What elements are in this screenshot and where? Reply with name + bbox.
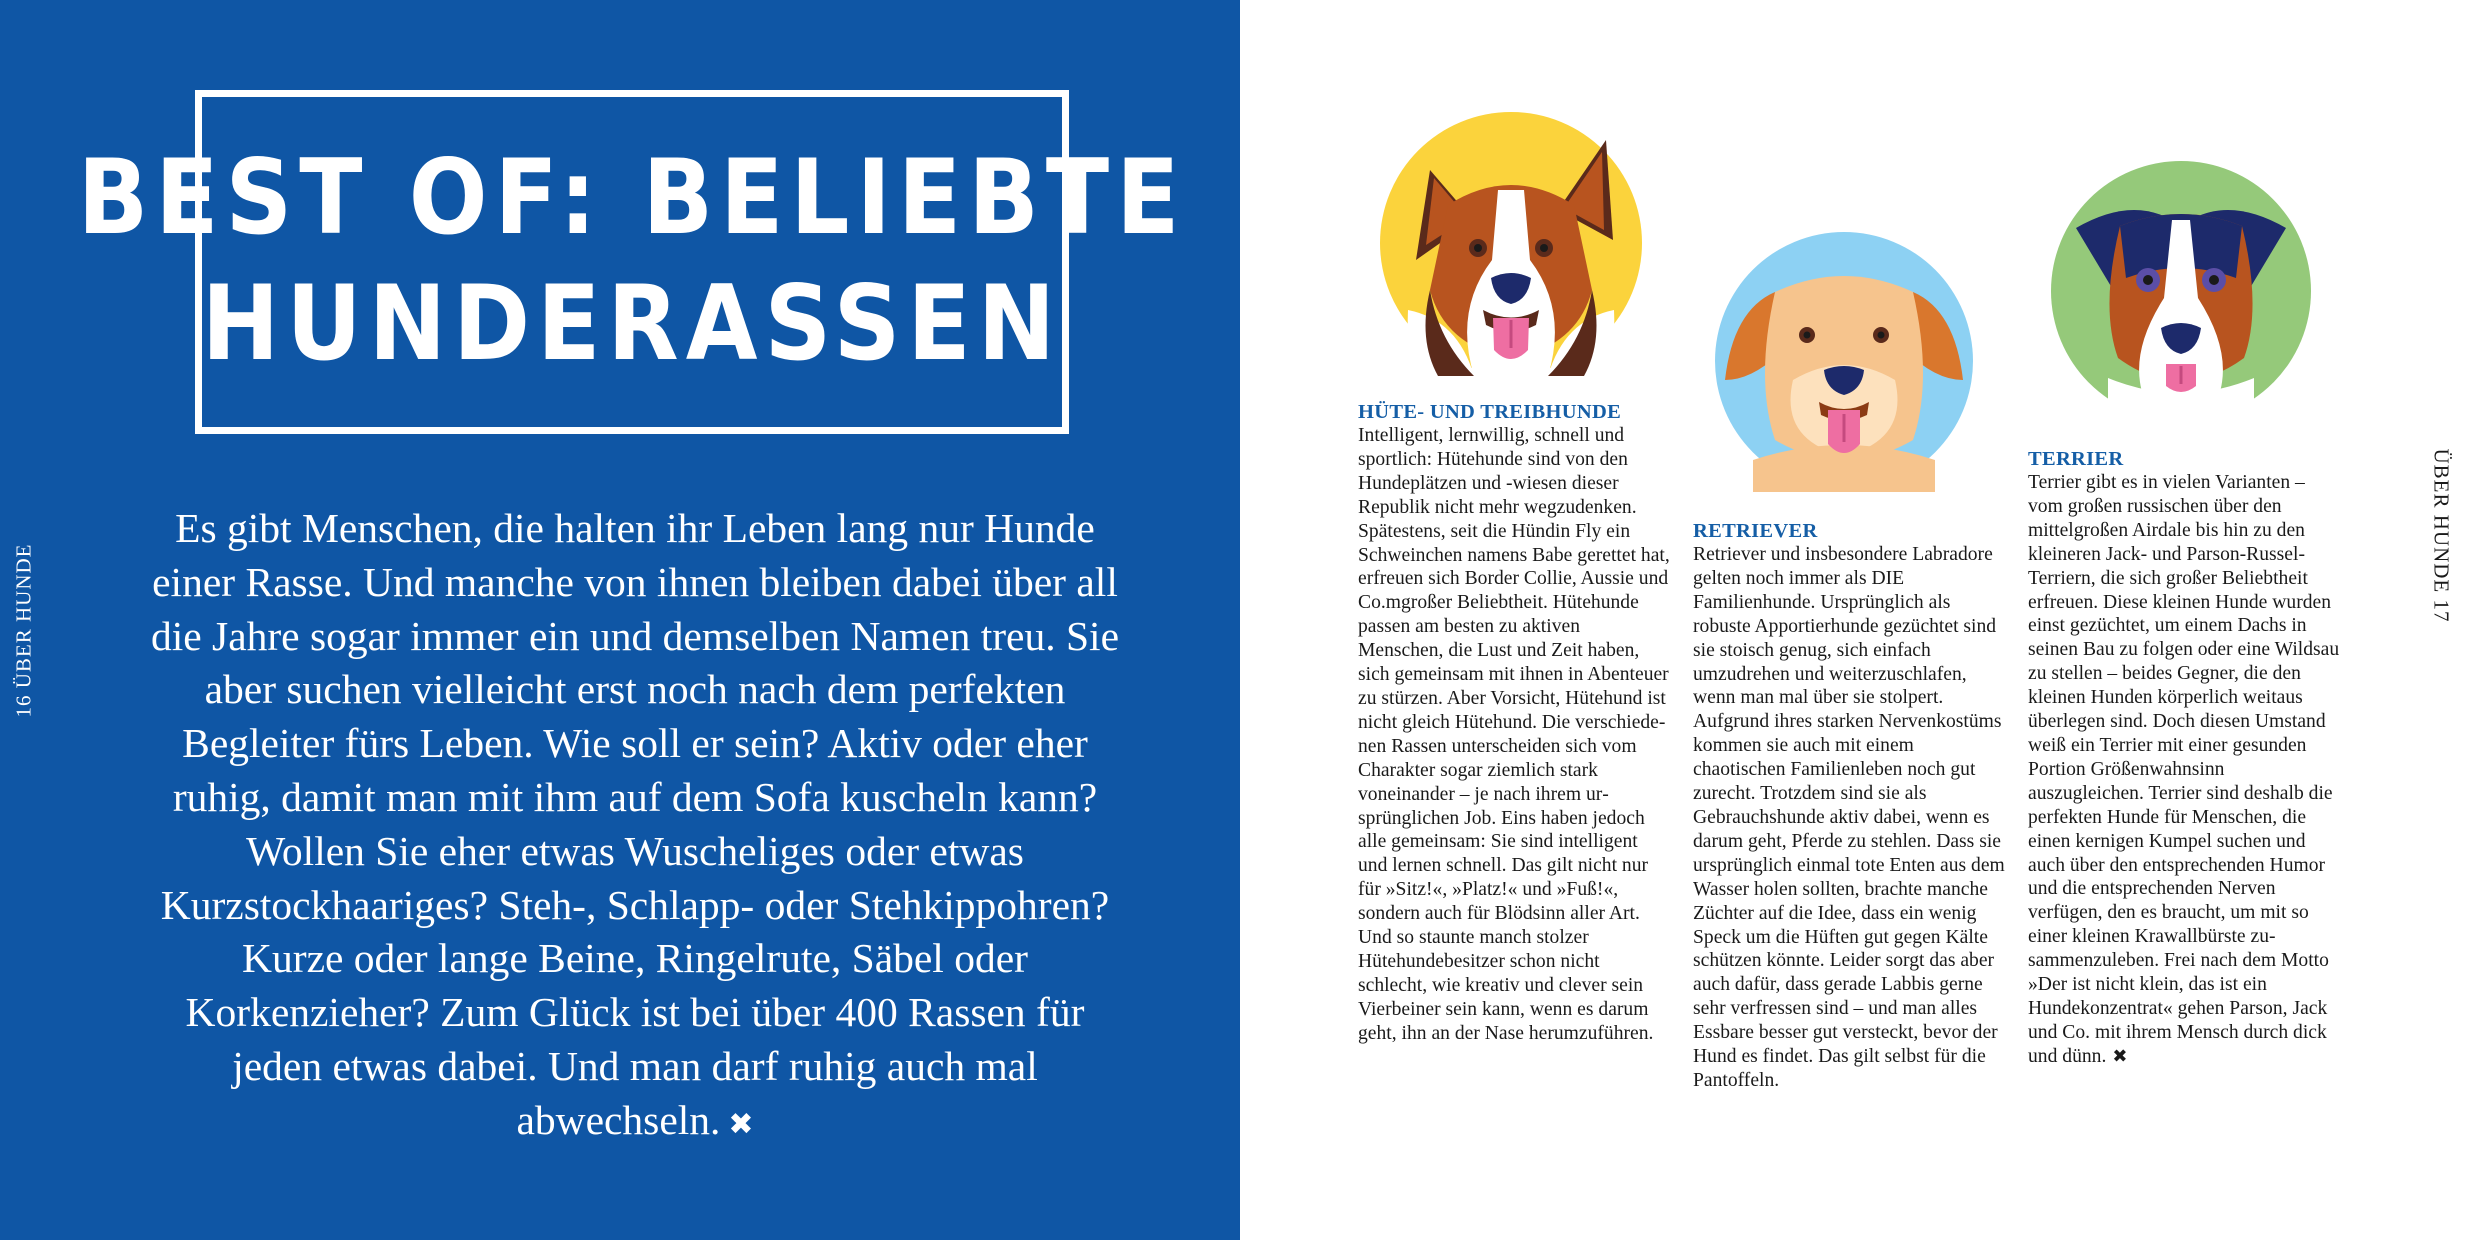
column-retriever <box>1693 519 2005 1093</box>
heading-terrier: TERRIER <box>2028 448 2124 470</box>
column-herding-dogs <box>1358 400 1670 1046</box>
text-terrier-paragraph <box>2028 471 2340 1069</box>
heading-retriever: RETRIEVER <box>1693 520 1818 542</box>
end-mark-icon: ✖ <box>2112 1045 2128 1067</box>
text-retriever: Retriever und insbesondere Labradore gelten noch immer als DIE Familienhunde. Ursprünglich als robuste Apportierhunde gezüchtet sind sie stoisch genug, sich einfach umzudrehen und weiterzuschlafen, wenn man mal über sie stolpert. Aufgrund ihres starken Nervenkostüms kommen sie auch mit einem chaotischen Familienleben noch gut zurecht. Trotzdem sind sie als Gebrauchshunde aktiv dabei, wenn es darum geht, Pferde zu stehlen. Dass sie ursprünglich einmal tote Enten aus dem Wasser holen sollten, brachte manche Züchter auf die Idee, dass ein wenig Speck um die Hüften gut gegen Kälte schützen könnte. Leider sorgt das aber auch dafür, dass gerade Labbis gerne sehr verfressen sind – und man alles Essbare besser gut versteckt, bevor der Hund es findet. Das gilt selbst für die Pantoffeln. <box>1693 544 2005 1091</box>
heading-herding-dogs: HÜTE- UND TREIBHUNDE <box>1358 401 1622 423</box>
text-herding-dogs: Intelligent, lernwillig, schnell und sportlich: Hütehunde sind von den Hundeplätzen und -wiesen dieser Republik nicht mehr wegzudenken. Spätestens, seit die Hündin Fly ein Schweinchen namens Babe gerettet hat, erfreuen sich Border Collie, Aussie und Co.mgroßer Beliebtheit. Hütehunde passen am besten zu aktiven Menschen, die Lust und Zeit haben, sich gemeinsam mit ihnen in Abenteuer zu stürzen. Aber Vorsicht, Hütehund ist nicht gleich Hütehund. Die verschiedenen Rassen unterscheiden sich vom Charakter sogar ziemlich stark voneinander – je nach ihrem ursprünglichen Job. Eins haben jedoch alle gemeinsam: Sie sind intelligent und lernen schnell. Das gilt nicht nur für »Sitz!«, »Platz!« und »Fuß!«, sondern auch für Blödsinn aller Art. Und so staunte manch stolzer Hütehundebesitzer schon nicht schlecht, wie kreativ und clever sein Vierbeiner sein kann, wenn es darum geht, ihn an der Nase herumzuführen. <box>1358 425 1670 1044</box>
collie-dog-illustration <box>1378 110 1644 376</box>
column-terrier <box>2028 447 2340 1069</box>
running-head-right-text: ÜBER HUNDE 17 <box>2429 448 2454 623</box>
intro-paragraph <box>145 502 1125 1152</box>
text-terrier: Terrier gibt es in vielen Varianten – vom großen russischen über den mittelgroßen Airdale bis hin zu den kleineren Jack- und Parson-Russel-Terriern, die sich großer Beliebtheit erfreuen. Diese kleinen Hunde wurden einst gezüchtet, um einem Dachs in seinen Bau zu folgen oder eine Wildsau zu stellen – beides Gegner, die den kleinen Hunden körperlich weitaus überlegen sind. Doch diesen Umstand weiß ein Terrier mit einer gesunden Portion Größenwahnsinn auszugleichen. Terrier sind deshalb die perfekten Hunde für Menschen, die einen kernigen Kumpel suchen und auch über den entsprechenden Humor und die entsprechenden Nerven verfügen, den es braucht, um mit so einer kleinen Krawallbürste zusammenzuleben. Frei nach dem Motto »Der ist nicht klein, das ist ein Hundekonzentrat« gehen Parson, Jack und Co. mit ihrem Mensch durch dick und dünn. <box>2028 472 2340 1067</box>
title-frame <box>77 90 1187 434</box>
terrier-dog-illustration <box>2048 158 2314 424</box>
running-head-left-text: 16 ÜBER HUNDE <box>11 543 36 718</box>
intro-text: Es gibt Menschen, die halten ihr Leben lang nur Hunde einer Rasse. Und manche von ihnen bleiben dabei über all die Jahre sogar immer ein und demselben Namen treu. Sie aber suchen vielleicht erst noch nach dem perfekten Begleiter fürs Leben. Wie soll er sein? Aktiv oder eher ruhig, damit man mit ihm auf dem Sofa kuscheln kann? Wollen Sie eher etwas Wuscheliges oder etwas Kurzstockhaariges? Steh-, Schlapp- oder Stehkippohren? Kurze oder lange Beine, Ringelrute, Säbel oder Korkenzieher? Zum Glück ist bei über 400 Rassen für jeden etwas dabei. Und man darf ruhig auch mal abwechseln. <box>150 505 1120 1143</box>
end-mark-icon: ✖ <box>728 1106 754 1142</box>
page-title-line-1: BEST OF: BELIEBTE <box>77 138 1187 259</box>
labrador-dog-illustration <box>1713 230 1975 492</box>
page-title-line-2: HUNDERASSEN <box>201 264 1063 384</box>
